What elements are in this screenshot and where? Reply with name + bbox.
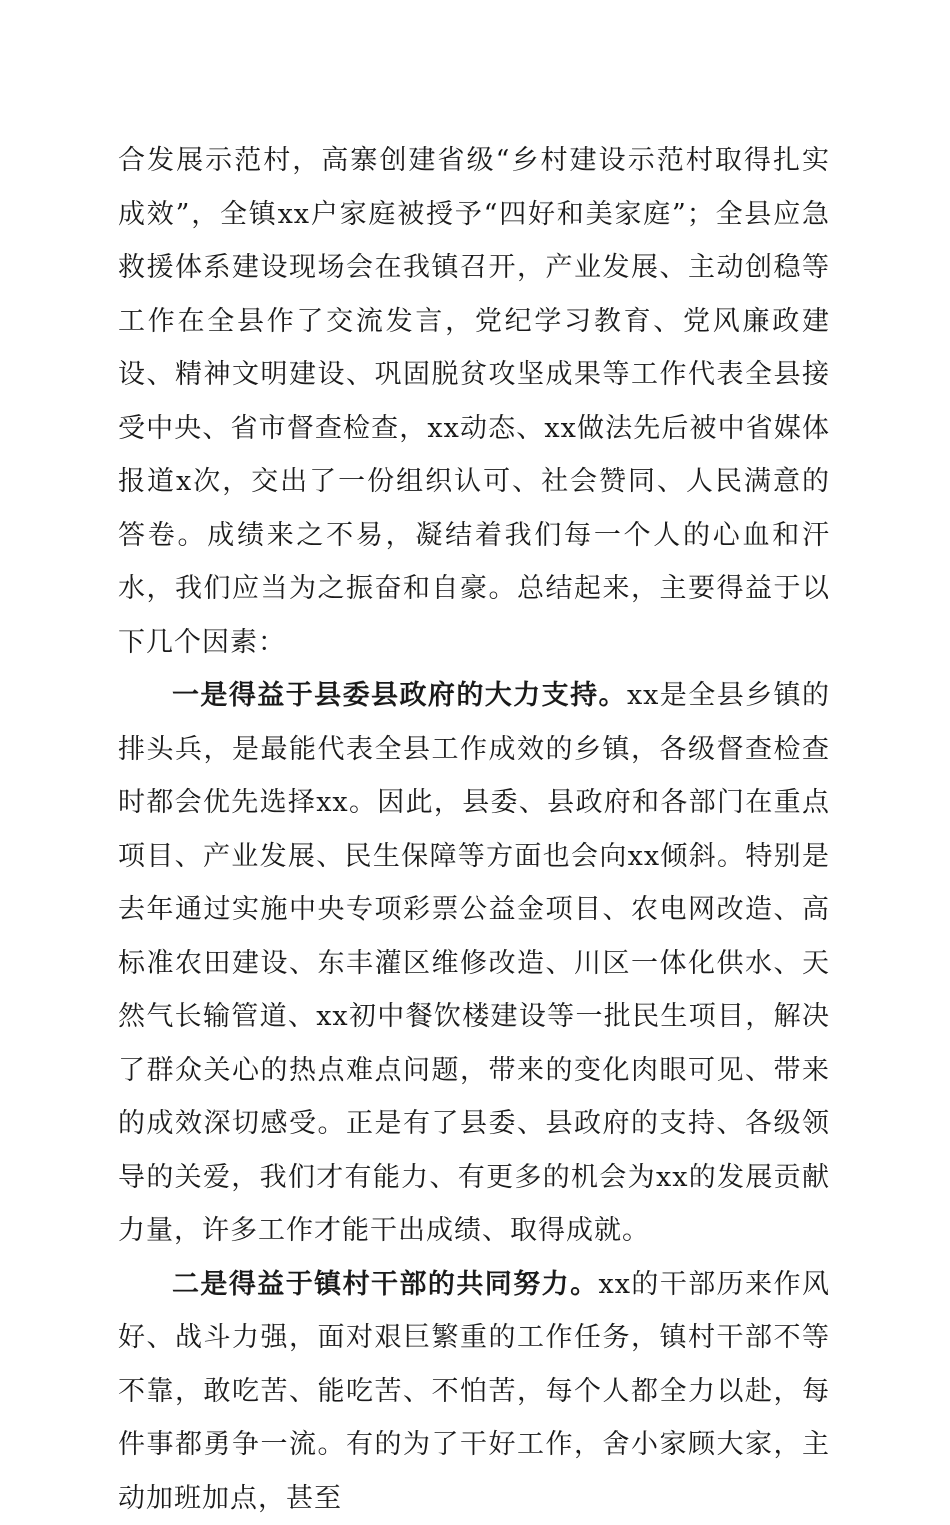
paragraph-2-text: xx是全县乡镇的排头兵，是最能代表全县工作成效的乡镇，各级督查检查时都会优先选择xx。因此，县委、县政府和各部门在重点项目、产业发展、民生保障等方面也会向xx倾斜。特别是去年通过实施中央专项彩票公益金项目、农电网改造、高标准农田建设、东丰灌区维修改造、川区一体化供水、天然气长输管道、xx初中餐饮楼建设等一批民生项目，解决了群众关心的热点难点问题，带来的变化肉眼可见、带来的成效深切感受。正是有了县委、县政府的支持、各级领导的关爱，我们才有能力、有更多的机会为xx的发展贡献力量，许多工作才能干出成绩、取得成就。: [118, 680, 830, 1246]
paragraph-2-heading: 一是得益于县委县政府的大力支持。: [172, 680, 627, 711]
document-body: [118, 134, 830, 1525]
paragraph-2: [118, 669, 830, 1258]
paragraph-3: [118, 1258, 830, 1525]
paragraph-1-text: 合发展示范村，高寨创建省级“乡村建设示范村取得扎实成效”，全镇xx户家庭被授予“四好和美家庭”；全县应急救援体系建设现场会在我镇召开，产业发展、主动创稳等工作在全县作了交流发言，党纪学习教育、党风廉政建设、精神文明建设、巩固脱贫攻坚成果等工作代表全县接受中央、省市督查检查，xx动态、xx做法先后被中省媒体报道x次，交出了一份组织认可、社会赞同、人民满意的答卷。成绩来之不易，凝结着我们每一个人的心血和汗水，我们应当为之振奋和自豪。总结起来，主要得益于以下几个因素：: [118, 145, 830, 658]
paragraph-3-heading: 二是得益于镇村干部的共同努力。: [172, 1269, 599, 1300]
paragraph-1: [118, 134, 830, 669]
paragraph-3-text: xx的干部历来作风好、战斗力强，面对艰巨繁重的工作任务，镇村干部不等不靠，敢吃苦、能吃苦、不怕苦，每个人都全力以赴，每件事都勇争一流。有的为了干好工作，舍小家顾大家，主动加班加点，甚至: [118, 1269, 830, 1514]
